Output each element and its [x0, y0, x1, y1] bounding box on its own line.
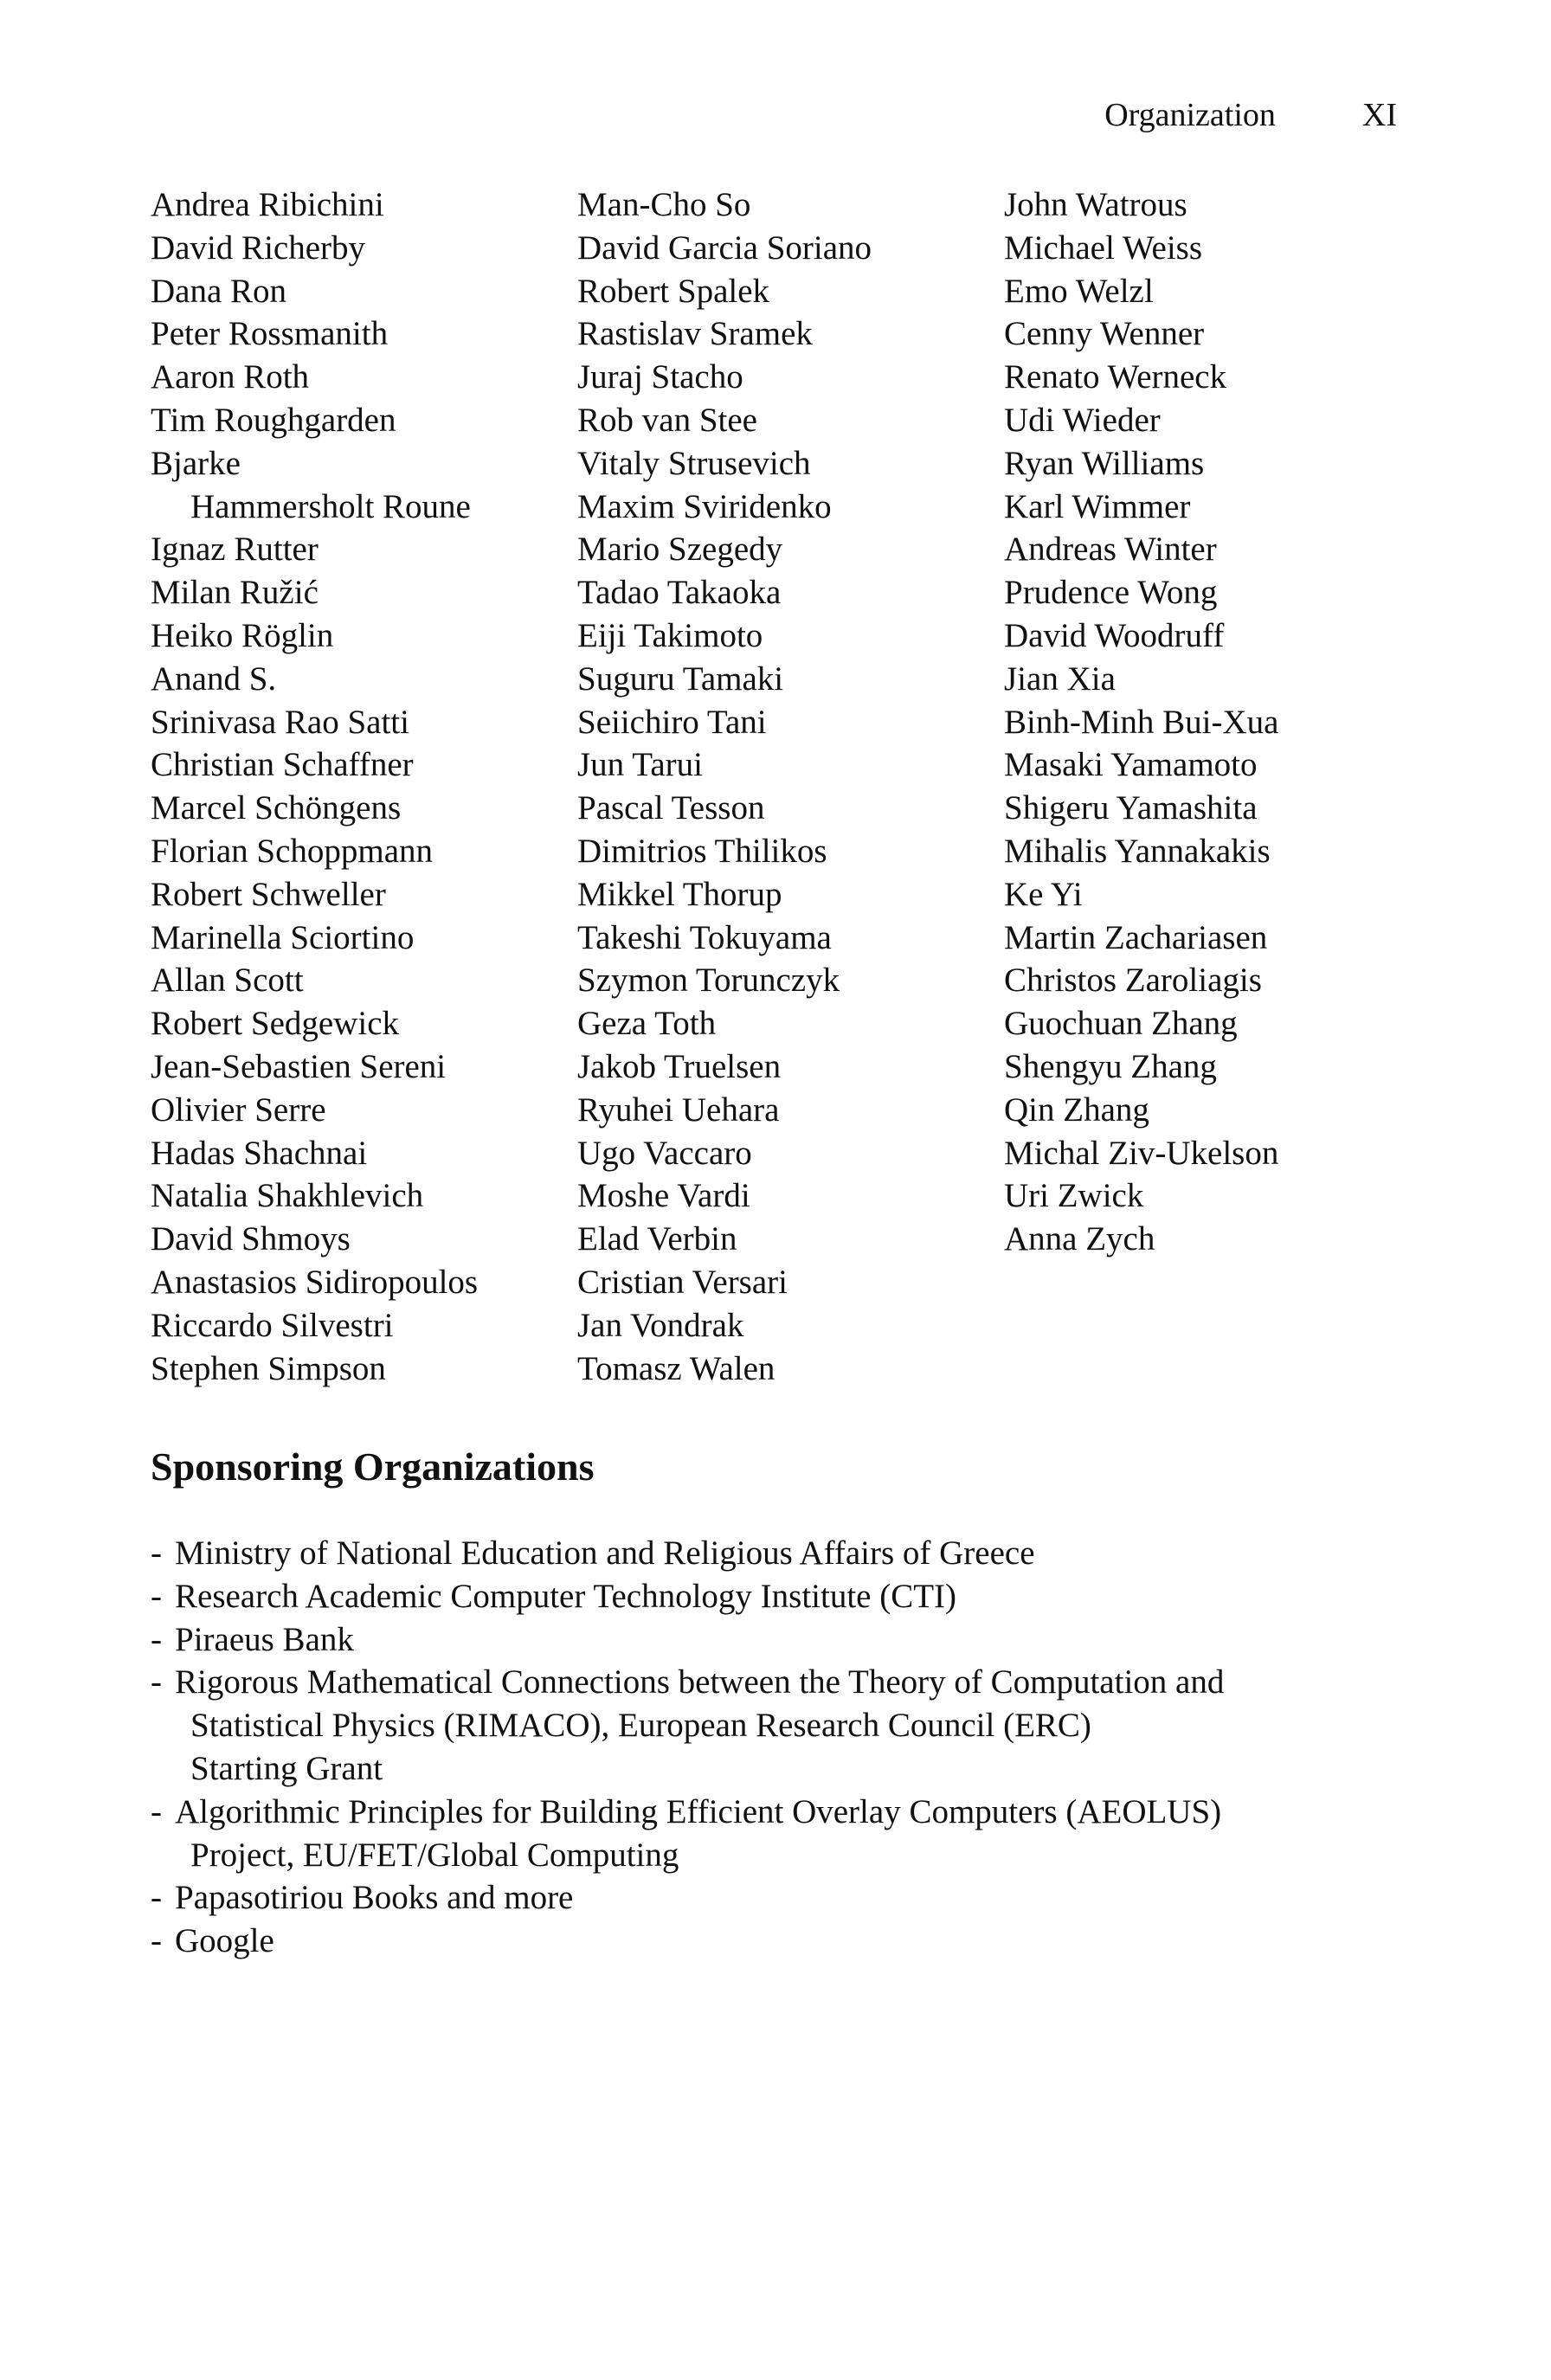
reviewer-name: Florian Schoppmann: [151, 832, 434, 870]
list-dash: -: [151, 1879, 162, 1917]
reviewer-name: Cenny Wenner: [1004, 315, 1205, 353]
reviewer-name: Christos Zaroliagis: [1004, 962, 1262, 1000]
reviewer-name: Takeshi Tokuyama: [577, 918, 832, 956]
sponsor-list: [151, 1532, 1414, 1963]
list-dash: -: [151, 1792, 162, 1830]
reviewer-name: Mihalis Yannakakis: [1004, 832, 1271, 870]
reviewer-name: Renato Werneck: [1004, 358, 1227, 396]
reviewer-name: Seiichiro Tani: [577, 703, 767, 741]
sponsor-text: Algorithmic Principles for Building Efficient Overlay Computers (AEOLUS): [175, 1792, 1222, 1830]
reviewer-name: Hadas Shachnai: [151, 1134, 368, 1172]
reviewer-name: Juraj Stacho: [577, 358, 743, 396]
sponsor-text-continuation: Statistical Physics (RIMACO), European Research Council (ERC): [190, 1707, 1091, 1745]
reviewer-name-continuation: Hammersholt Roune: [190, 487, 471, 525]
sponsor-item: [151, 1876, 1414, 1920]
reviewer-name: Michal Ziv-Ukelson: [1004, 1134, 1279, 1172]
sponsor-text: Ministry of National Education and Religious Affairs of Greece: [175, 1534, 1035, 1572]
reviewer-name: Shigeru Yamashita: [1004, 789, 1258, 827]
sponsor-text-continuation: Project, EU/FET/Global Computing: [190, 1836, 679, 1874]
reviewer-name: Szymon Torunczyk: [577, 962, 840, 1000]
reviewer-name: Olivier Serre: [151, 1090, 326, 1129]
list-dash: -: [151, 1620, 162, 1658]
reviewer-name: David Garcia Soriano: [577, 228, 872, 267]
sponsor-text: Google: [175, 1922, 274, 1960]
reviewer-name: David Woodruff: [1004, 616, 1225, 654]
reviewer-name: Cristian Versari: [577, 1263, 788, 1301]
sponsor-item: [151, 1532, 1414, 1575]
reviewer-name: Maxim Sviridenko: [577, 487, 832, 525]
reviewer-name: Karl Wimmer: [1004, 487, 1191, 525]
reviewer-name: Andrea Ribichini: [151, 186, 384, 223]
sponsor-text-continuation: Starting Grant: [190, 1749, 383, 1787]
reviewer-name: Vitaly Strusevich: [577, 444, 811, 482]
sponsor-item: [151, 1575, 1414, 1618]
reviewer-name: Suguru Tamaki: [577, 659, 784, 698]
reviewer-name: Prudence Wong: [1004, 574, 1218, 612]
reviewer-name: Marcel Schöngens: [151, 789, 402, 827]
reviewer-column-2: [577, 183, 872, 1390]
reviewer-name: Guochuan Zhang: [1004, 1005, 1238, 1043]
reviewer-name: Ryan Williams: [1004, 444, 1205, 482]
reviewer-name: Jean-Sebastien Sereni: [151, 1047, 447, 1085]
list-dash: -: [151, 1577, 162, 1615]
reviewer-name: Jian Xia: [1004, 659, 1116, 698]
reviewer-name: Jakob Truelsen: [577, 1047, 782, 1085]
reviewer-name: Stephen Simpson: [151, 1349, 386, 1387]
reviewer-name: Rob van Stee: [577, 401, 757, 439]
reviewer-name: Tadao Takaoka: [577, 574, 782, 612]
reviewer-name: Michael Weiss: [1004, 228, 1203, 267]
reviewer-name: Eiji Takimoto: [577, 616, 763, 654]
reviewer-name: Andreas Winter: [1004, 531, 1217, 569]
reviewer-name: Natalia Shakhlevich: [151, 1177, 424, 1215]
sponsor-item: [151, 1618, 1414, 1662]
reviewer-name: Ignaz Rutter: [151, 531, 319, 569]
reviewer-name: Rastislav Sramek: [577, 315, 813, 353]
reviewer-name: Shengyu Zhang: [1004, 1047, 1217, 1085]
reviewer-name: Jun Tarui: [577, 746, 703, 784]
reviewer-column-3: [1004, 183, 1278, 1261]
sponsor-text: Rigorous Mathematical Connections between the Theory of Computation and: [175, 1663, 1225, 1701]
reviewer-name: Dimitrios Thilikos: [577, 832, 827, 870]
list-dash: -: [151, 1922, 162, 1960]
reviewer-column-1: [151, 183, 478, 1390]
reviewer-name: David Shmoys: [151, 1220, 351, 1258]
reviewer-name: Masaki Yamamoto: [1004, 746, 1258, 784]
reviewer-name: Srinivasa Rao Satti: [151, 703, 409, 741]
reviewer-name: Allan Scott: [151, 962, 304, 1000]
reviewer-name: Dana Ron: [151, 272, 287, 310]
reviewer-name: Qin Zhang: [1004, 1090, 1149, 1129]
reviewer-name: Milan Ružić: [151, 574, 319, 612]
list-dash: -: [151, 1663, 162, 1701]
reviewer-list: [151, 183, 1406, 1421]
reviewer-name: Aaron Roth: [151, 358, 310, 396]
reviewer-name: Bjarke: [151, 444, 241, 482]
reviewer-name: Ugo Vaccaro: [577, 1134, 752, 1172]
reviewer-name: Tim Roughgarden: [151, 401, 396, 439]
sponsoring-heading: Sponsoring Organizations: [151, 1444, 595, 1489]
reviewer-name: Heiko Röglin: [151, 616, 334, 654]
sponsor-item: [151, 1920, 1414, 1963]
reviewer-name: Ke Yi: [1004, 875, 1083, 913]
sponsor-item: [151, 1791, 1414, 1877]
list-dash: -: [151, 1534, 162, 1572]
reviewer-name: Robert Schweller: [151, 875, 386, 913]
reviewer-name: Anna Zych: [1004, 1220, 1155, 1258]
reviewer-name: Pascal Tesson: [577, 789, 765, 827]
reviewer-name: John Watrous: [1004, 186, 1187, 223]
sponsor-text: Research Academic Computer Technology Institute (CTI): [175, 1577, 957, 1615]
reviewer-name: David Richerby: [151, 228, 366, 267]
running-head: [1104, 93, 1397, 137]
reviewer-name: Mario Szegedy: [577, 531, 783, 569]
reviewer-name: Marinella Sciortino: [151, 918, 415, 956]
reviewer-name: Geza Toth: [577, 1005, 717, 1043]
reviewer-name: Riccardo Silvestri: [151, 1306, 394, 1344]
reviewer-name: Uri Zwick: [1004, 1177, 1144, 1215]
reviewer-name: Robert Sedgewick: [151, 1005, 400, 1043]
reviewer-name: Martin Zachariasen: [1004, 918, 1268, 956]
sponsor-item: [151, 1661, 1414, 1790]
sponsor-text: Papasotiriou Books and more: [175, 1879, 574, 1917]
reviewer-name: Binh-Minh Bui-Xua: [1004, 703, 1279, 741]
running-head-title: Organization: [1104, 97, 1276, 133]
reviewer-name: Christian Schaffner: [151, 746, 414, 784]
reviewer-name: Udi Wieder: [1004, 401, 1161, 439]
reviewer-name: Anand S.: [151, 659, 277, 698]
reviewer-name: Emo Welzl: [1004, 272, 1154, 310]
reviewer-name: Tomasz Walen: [577, 1349, 776, 1387]
reviewer-name: Peter Rossmanith: [151, 315, 389, 353]
page-number: XI: [1361, 97, 1397, 133]
reviewer-name: Man-Cho So: [577, 186, 751, 223]
reviewer-name: Robert Spalek: [577, 272, 770, 310]
reviewer-name: Elad Verbin: [577, 1220, 737, 1258]
reviewer-name: Anastasios Sidiropoulos: [151, 1263, 479, 1301]
reviewer-name: Jan Vondrak: [577, 1306, 744, 1344]
reviewer-name: Mikkel Thorup: [577, 875, 782, 913]
reviewer-name: Ryuhei Uehara: [577, 1090, 780, 1129]
reviewer-name: Moshe Vardi: [577, 1177, 750, 1215]
sponsor-text: Piraeus Bank: [175, 1620, 354, 1658]
